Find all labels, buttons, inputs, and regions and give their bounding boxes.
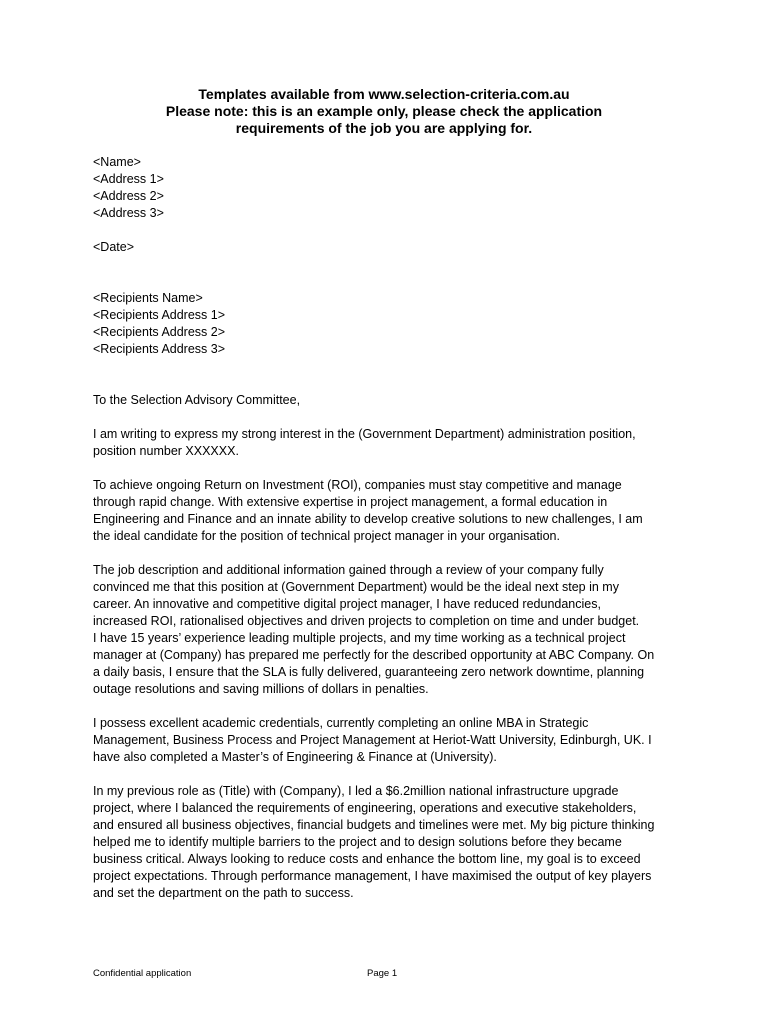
sender-address-2: <Address 2> [93, 189, 164, 203]
paragraph-line: The job description and additional information gained through a review of your company fully [93, 563, 604, 577]
paragraph-line: outage resolutions and saving millions of dollars in penalties. [93, 682, 429, 696]
footer-page-number: Page 1 [367, 968, 398, 979]
header-line-2: Please note: this is an example only, please check the application [165, 103, 603, 119]
sender-block [93, 154, 683, 222]
paragraph-line: and ensured all business objectives, financial budgets and timelines were met. My big picture thinking [93, 818, 655, 832]
paragraph [93, 715, 683, 766]
paragraph-line: I have 15 years’ experience leading multiple projects, and my time working as a technical project [93, 631, 626, 645]
salutation: To the Selection Advisory Committee, [93, 393, 301, 407]
paragraph-line: a daily basis, I ensure that the SLA is fully delivered, guaranteeing zero network downtime, planning [93, 665, 645, 679]
letter-date: <Date> [93, 240, 135, 254]
recipient-address-1: <Recipients Address 1> [93, 308, 226, 322]
recipient-address-2: <Recipients Address 2> [93, 325, 226, 339]
paragraph [93, 562, 683, 698]
sender-address-1: <Address 1> [93, 172, 164, 186]
header-line-1: Templates available from www.selection-criteria.com.au [198, 86, 570, 102]
recipient-address-3: <Recipients Address 3> [93, 342, 226, 356]
paragraph-line: increased ROI, rationalised objectives and driven projects to completion on time and under budget. [93, 614, 640, 628]
paragraph-line: convinced me that this position at (Government Department) would be the ideal next step in my [93, 580, 619, 594]
paragraph-line: business critical. Always looking to reduce costs and enhance the bottom line, my goal is to exceed [93, 852, 641, 866]
paragraph-line: project, where I balanced the requirements of engineering, operations and executive stakeholders, [93, 801, 637, 815]
recipient-name: <Recipients Name> [93, 291, 203, 305]
paragraph-line: helped me to identify multiple barriers to the project and to design solutions before they became [93, 835, 622, 849]
paragraph-line: I am writing to express my strong interest in the (Government Department) administration position, [93, 427, 636, 441]
paragraph [93, 477, 683, 545]
paragraph-line: In my previous role as (Title) with (Company), I led a $6.2million national infrastructure upgrade [93, 784, 619, 798]
paragraph-line: position number XXXXXX. [93, 444, 239, 458]
paragraph-line: the ideal candidate for the position of technical project manager in your organisation. [93, 529, 560, 543]
paragraph [93, 426, 683, 460]
footer-confidential-label: Confidential application [93, 968, 192, 979]
paragraph-line: have also completed a Master’s of Engineering & Finance at (University). [93, 750, 497, 764]
sender-address-3: <Address 3> [93, 206, 164, 220]
sender-name: <Name> [93, 155, 141, 169]
recipient-block [93, 290, 683, 358]
paragraph-line: project expectations. Through performance management, I have maximised the output of key players [93, 869, 652, 883]
paragraph-line: I possess excellent academic credentials, currently completing an online MBA in Strategic [93, 716, 589, 730]
header-line-3: requirements of the job you are applying for. [235, 120, 533, 136]
paragraph-line: To achieve ongoing Return on Investment (ROI), companies must stay competitive and manage [93, 478, 622, 492]
paragraph-line: through rapid change. With extensive expertise in project management, a formal education in [93, 495, 608, 509]
paragraph [93, 783, 683, 902]
paragraph-line: manager at (Company) has prepared me perfectly for the described opportunity at ABC Company. On [93, 648, 655, 662]
paragraph-line: Engineering and Finance and an innate ability to develop creative solutions to new challenges, I am [93, 512, 643, 526]
paragraph-line: career. An innovative and competitive digital project manager, I have reduced redundancies, [93, 597, 601, 611]
document-header [0, 86, 768, 137]
letter-body [93, 154, 683, 919]
paragraph-line: Management, Business Process and Project Management at Heriot-Watt University, Edinburgh, UK. I [93, 733, 652, 747]
paragraph-line: and set the department on the path to success. [93, 886, 354, 900]
